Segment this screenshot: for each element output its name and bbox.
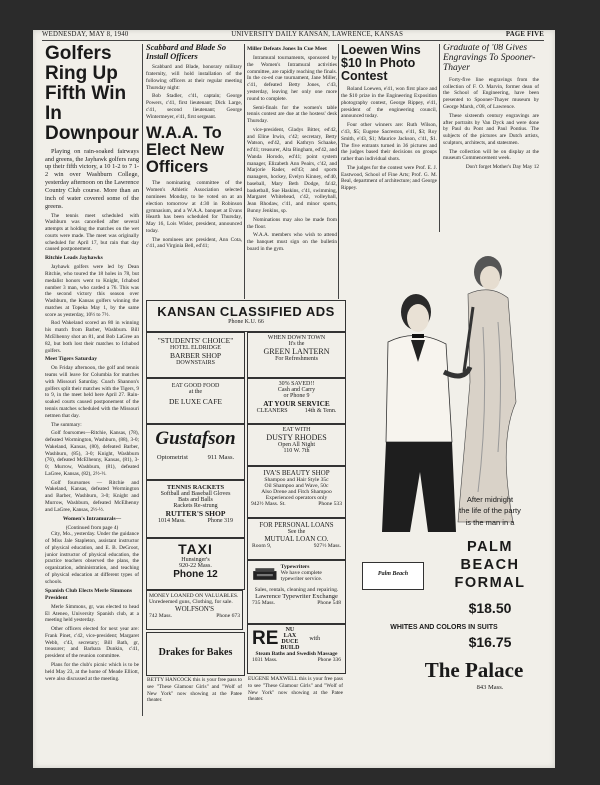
header-paper: UNIVERSITY DAILY KANSAN, LAWRENCE, KANSAS — [231, 31, 404, 38]
ad-eldridge-barber: "STUDENTS' CHOICE" HOTEL ELDRIDGE BARBER SHOP DOWNSTAIRS — [146, 332, 245, 378]
classified-phone: Phone K.U. 66 — [228, 319, 264, 325]
scabbard-p1: Scabbard and Blade, honorary military fraternity, will hold installation of the following officers at their regular meeting Thursday night: — [146, 64, 242, 91]
palace-colors: WHITES AND COLORS IN SUITS — [390, 624, 498, 631]
page-header — [42, 31, 544, 41]
column-miller — [247, 44, 337, 299]
golf-p5: On Friday afternoon, the golf and tennis teams will leave for Columbia for matches with Missouri Saturday. Coach Shannon's golfers split their matches with the Tigers, 9 to 9, in the meet held here April 27. Rain-soaked courts caused postponement of the tennis matches scheduled with the Missouri netmen that day. — [45, 365, 139, 419]
miller-head: Miller Defeats Jones In Cue Meet — [247, 46, 327, 52]
golf-p2: The tennis meet scheduled with Washburn was cancelled after several attempts at holding the matches on the wet courts were made. The meet was originally scheduled for April 17, but rain that day caused postponement. — [45, 212, 139, 253]
ad-rutters: TENNIS RACKETS Softball and Baseball Gloves Bats and Balls Rackets Re-strung RUTTER'S SHOP 1014 Mass. Phone 319 — [146, 480, 245, 538]
header-page: PAGE FIVE — [505, 31, 544, 38]
loewen-p3: The judges for the contest were Prof. E. J. Eastwood, School of Fine Arts; Prof. G. M. Beal, department of architecture; and George Rippey. — [341, 164, 437, 192]
ad-steam-baths: RE NU LAX DUCE BUILD with Steam Baths and Swedish Massage 1031 Mass. Phone 336 — [247, 624, 346, 674]
ad-green-lantern: WHEN DOWN TOWN It's the GREEN LANTERN For Refreshments — [247, 332, 346, 378]
loewen-p2: Four other winners are: Ruth Wilson, c'43, $5; Eugene Sacreston, e'41, $3; Roy Smith, e'43, $1; Maurice Jackson, c'41, $1. The five entrants turned in 36 pictures and the judges based their decisions on groups rather than individual shots. — [341, 122, 437, 163]
graduate-head: Graduate of '08 Gives Engravings To Spooner-Thayer — [443, 44, 536, 73]
ad-taxi: TAXI Hunsinger's 920-22 Mass. Phone 12 — [146, 538, 245, 590]
column-golf — [45, 44, 139, 716]
ad-cleaners: 30% SAVED!! Cash and Carry or Phone 9 AT YOUR SERVICE CLEANERS 14th & Tenn. — [247, 378, 346, 424]
miller-p2: Semi-finals for the women's table tennis contest are due at the hostess' desk Thursday. — [247, 104, 337, 125]
scabbard-head: Scabbard and Blade So Install Officers — [146, 44, 226, 61]
palace-brand: PALM BEACH FORMAL — [454, 539, 526, 592]
notice-eugene: EUGENE MAXWELL this is your free pass to see "These Glamour Girls" and "Wolf of New York" now showing at the Patee theater. — [248, 676, 343, 703]
womens-head: Women's Intramurals— — [62, 515, 122, 522]
miller-p3: vice-president, Gladys Bitter, ed'42, and Eline Irwin, c'42; secretary, Betty Watson, ed'42, and Kathryn Schaake, ed'41; treasurer, Alta Bingham, ed'42, and Wanda Horodo, ed'41; point system manager, Elizabeth Ann Peairs, c'42, and Marjorie Rader, ed'43; and sports managers, hockey, Evelyn Kinney, ed'40, baseball, Mary Beth Dodge, fa'42, basketball, Sue Haskins, c'41, swimming, Margaret Whitehead, c'42, volleyball, Jean Rhodaw, c'41, and minor sports, Bunny Jenkins, sp. — [247, 126, 337, 214]
ad-gustafson: Gustafson Optometrist 911 Mass. — [146, 424, 245, 480]
palm-beach-label: Palm Beach — [362, 562, 424, 590]
waa-p2: The nominees are: president, Ann Cota, c'41, and Virginia Bell, ed'41; — [146, 236, 242, 250]
classified-title: KANSAN CLASSIFIED ADS — [157, 304, 335, 319]
graduate-p3: The collection will be on display at the museum Commencement week. — [443, 148, 539, 162]
loewen-head: Loewen Wins $10 In Photo Contest — [341, 44, 421, 84]
graduate-p4: Don't forget Mother's Day May 12 — [465, 164, 539, 171]
golf-p1: Playing on rain-soaked fairways and greens, the Jayhawk golfers rang up their fifth victory, a 10 1-2 to 7 1-2 win over Washburn College, yesterday afternoon on the Lawrence Country Club course. More than an inch of water covered some of the greens. — [45, 147, 139, 210]
golf-p4: Rod Wakeland scored an 80 in winning his match from Barber, Washburn. Bill McElhenny shot an 81, and Bob LaGree an 82, but both lost their matches to Ichabod golfers. — [45, 320, 139, 354]
ad-wolfsons: MONEY LOANED ON VALUABLES. Unredeemed guns, Clothing, for sale. WOLFSON'S 742 Mass. Phone 673 — [146, 590, 243, 630]
column-graduate — [443, 44, 539, 244]
ad-drakes: Drakes for Bakes — [146, 632, 245, 676]
spanish-p2: Other officers elected for next year are: Frank Pinet, c'42, vice-president; Margaret Webb, c'43, secretary; Bill Bath, gr, treasurer; and Barbara Dunkin, c'41, president of the reunion committee. — [45, 626, 139, 660]
womens-cont: (Continued from page 4) — [65, 524, 119, 531]
gustafson-logo: Gustafson — [155, 428, 236, 449]
ad-mutual-loan: FOR PERSONAL LOANS See the MUTUAL LOAN CO. Room 9, 927½ Mass. — [247, 518, 346, 560]
ad-typewriter: Typewriters We have complete typewriter service. Sales, rentals, cleaning and repairing. Lawrence Typewriter Exchange 735 Mass. Phone 548 — [247, 560, 346, 624]
classified-header — [146, 300, 346, 332]
waa-head: W.A.A. To Elect New Officers — [146, 123, 224, 177]
couple-illustration — [348, 232, 540, 532]
golf-sub1: Ritchie Leads Jayhawks — [45, 255, 103, 262]
golfers-headline: Golfers Ring Up Fifth Win In Downpour — [45, 44, 139, 144]
golf-sub2: Meet Tigers Saturday — [45, 356, 97, 363]
palace-store: The Palace — [424, 658, 524, 682]
ad-ivas-beauty: IVA'S BEAUTY SHOP Shampoo and Hair Style 35c Oil Shampoo and Wave, 50c Also Drene and Fitch Shampoo Experienced operators only 942½ Mass. St. Phone 533 — [247, 466, 346, 518]
ad-deluxe-cafe: EAT GOOD FOOD at the DE LUXE CAFE — [146, 378, 245, 424]
typewriter-icon — [251, 564, 279, 584]
column-rule — [439, 44, 440, 244]
scabbard-p2: Bob Stadler, c'41, captain; George Powers, c'41, first lieutenant; Dick Large, c'41, second lieutenant; George Wintermeyer, e'41, first sergeant. — [146, 93, 242, 120]
golf-p8: Golf foursomes — Ritchie and Wakeland, Kansas, defeated Wormington and Barber, Washburn, 3-0; Knight and Murrow, Washburn, defeated McElhenny and LaGree, Kansas, 2½-½. — [45, 479, 139, 513]
graduate-p1: Forty-five line engravings from the collection of F. O. Marvin, former dean of the School of Engineering, have been presented to Spooner-Thayer museum by George Marsh, c'08, of Lawrence. — [443, 76, 539, 110]
header-date: WEDNESDAY, MAY 8, 1940 — [42, 31, 129, 38]
column-scabbard — [146, 44, 242, 299]
spanish-p1: Merle Simmons, gr, was elected to head El Ateneo, University Spanish club, at a meeting held yesterday. — [45, 603, 139, 624]
golf-p3: Jayhawk golfers were led by Dean Ritchie, who toured the 18 holes in 78, but medalist honors went to Knight, Ichabod number 3 man, who carded a 76. This was the second victory this season over Washburn, the Kansas golfers winning the matches at Topeka May 1, by the same score as yesterday, 10½ to 7½. — [45, 264, 139, 318]
column-rule — [244, 44, 245, 299]
golf-p7: Golf foursomes—Ritchie, Kansas, (78), defeated Wormington, Washburn, (88), 3-0; Wakeland, Kansas, (80), defeated Barber, Washburn, (85), 3-0; Knight, Washburn (76), defeated McElhenny, Kansas, (81), 3-0; Murrow, Washburn, (81), defeated LaGree, Kansas, (82), 2½-½. — [45, 430, 139, 477]
miller-p4: Nominations may also be made from the floor. — [247, 216, 337, 230]
loewen-p1: Roland Loewen, e'41, won first place and the $10 prize in the Engineering Exposition photography contest, George Rippey, e'41, president of the engineering council, announced today. — [341, 86, 437, 120]
womens-p1: City, Mo., yesterday. Under the guidance of Miss Jale Stapleton, assistant instructor of physical education, and E. B. DeGroot, junior instructor of physical education, the practice teachers observed the plans, the organization, administration, and teaching of physical education at different types of schools. — [45, 531, 139, 585]
palace-addr: 843 Mass. — [476, 684, 504, 691]
palace-price1: $18.50 — [468, 600, 512, 616]
ad-dusty-rhodes: EAT WITH DUSTY RHODES Open All Night 110 W. 7th — [247, 424, 346, 466]
golf-p6: The summary: — [51, 421, 82, 428]
column-rule — [142, 44, 143, 716]
palace-price2: $16.75 — [468, 634, 512, 650]
graduate-p2: These sixteenth century engravings are after portraits by Van Dyck and were done by Paul du Pont and Paul Pontius. The subjects of the pictures are Dutch artists, sculptors, architects, and statesmen. — [443, 112, 539, 146]
waa-p1: The nominating committee of the Women's Athletic Association selected nominees Monday, to be voted on at an election tomorrow at 4:30 in Robinson gymnasium, and a W.A.A. banquet at Evans Hearth has been scheduled for Thursday, May 16, Lois Wisler, president, announced today. — [146, 180, 242, 234]
column-rule — [338, 44, 339, 299]
palace-tagline: After midnight the life of the party is the man in a — [459, 495, 521, 527]
notice-betty: BETTY HANCOCK this is your free pass to see "These Glamour Girls" and "Wolf of New York" now showing at the Patee theater. — [147, 677, 242, 704]
miller-p1: Intramural tournaments, sponsored by the Women's Intramural activities committee, are rapidly reaching the finals. In the co-ed cue tournament, Jane Miller, c'41, defeated Betty Jones, c'43, yesterday, leaving her only one more round to complete. — [247, 55, 337, 102]
spanish-head: Spanish Club Elects Merle Simmons President — [45, 587, 133, 601]
ad-palace — [348, 232, 540, 704]
spanish-p3: Plans for the club's picnic which is to be held May 23, at the home of Meade Elliott, were also discussed at the meeting. — [45, 661, 139, 682]
miller-p5: W.A.A. members who wish to attend the banquet must sign on the bulletin board in the gym. — [247, 232, 337, 252]
